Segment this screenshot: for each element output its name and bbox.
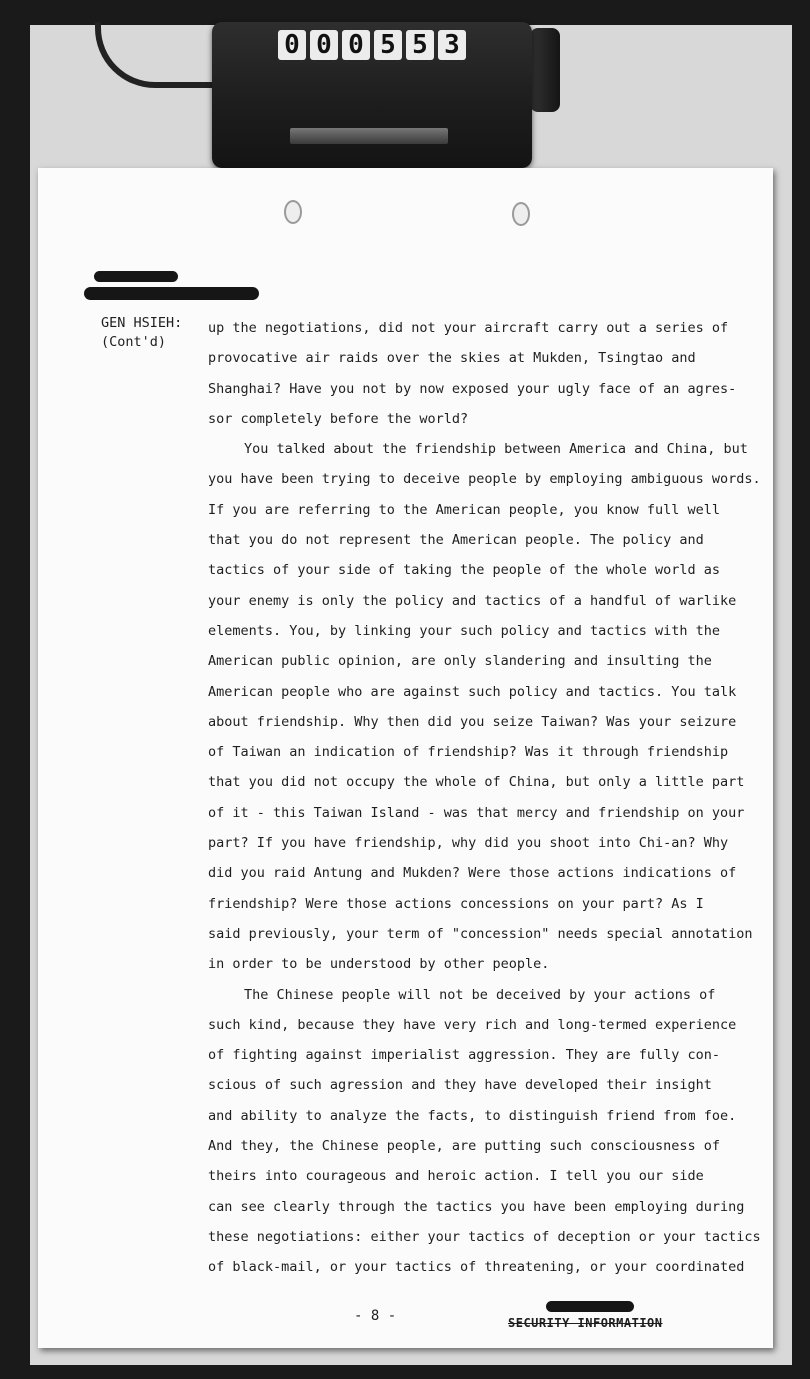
text-line: such kind, because they have very rich and long-termed experience <box>208 1016 737 1033</box>
classification-footer: SECURITY INFORMATION <box>508 1316 663 1330</box>
text-line: about friendship. Why then did you seize Taiwan? Was your seizure <box>208 713 737 730</box>
text-line: did you raid Antung and Mukden? Were those actions indications of <box>208 865 737 882</box>
redaction-mark <box>94 271 178 282</box>
document-page <box>38 168 773 1348</box>
text-line: Shanghai? Have you not by now exposed your ugly face of an agres- <box>208 380 737 397</box>
text-line: American public opinion, are only slandering and insulting the <box>208 653 712 670</box>
text-line: that you did not occupy the whole of China, but only a little part <box>208 774 745 791</box>
counter-digit: 0 <box>278 30 306 60</box>
text-line: elements. You, by linking your such policy and tactics with the <box>208 622 721 639</box>
text-line: provocative air raids over the skies at Mukden, Tsingtao and <box>208 350 696 367</box>
text-line: American people who are against such policy and tactics. You talk <box>208 683 737 700</box>
counter-digit: 5 <box>406 30 434 60</box>
text-line: that you do not represent the American people. The policy and <box>208 532 704 549</box>
counter-digit: 5 <box>374 30 402 60</box>
redaction-mark <box>546 1301 634 1312</box>
redaction-mark <box>84 287 259 300</box>
text-line: If you are referring to the American people, you know full well <box>208 501 721 518</box>
text-line: of fighting against imperialist aggression. They are fully con- <box>208 1047 721 1064</box>
text-line: friendship? Were those actions concessions on your part? As I <box>208 895 704 912</box>
counter-digit: 3 <box>438 30 466 60</box>
frame-counter-digits <box>278 30 466 60</box>
text-line: of black-mail, or your tactics of threatening, or your coordinated <box>208 1259 745 1276</box>
text-line: scious of such agression and they have developed their insight <box>208 1077 712 1094</box>
counter-knob <box>530 28 560 112</box>
punch-hole <box>512 202 530 226</box>
text-line: these negotiations: either your tactics of deception or your tactics <box>208 1228 761 1245</box>
counter-digit: 0 <box>342 30 370 60</box>
text-line: up the negotiations, did not your aircraft carry out a series of <box>208 320 729 336</box>
text-line: sor completely before the world? <box>208 410 469 427</box>
text-line: The Chinese people will not be deceived by your actions of <box>244 986 716 1003</box>
paragraph-3 <box>208 980 761 1283</box>
counter-digit: 0 <box>310 30 338 60</box>
page-number: - 8 - <box>354 1308 397 1324</box>
speaker-label: GEN HSIEH: (Cont'd) <box>101 315 183 350</box>
paragraph-1 <box>208 313 753 434</box>
counter-label-plate <box>290 128 448 144</box>
text-line: And they, the Chinese people, are putting such consciousness of <box>208 1138 721 1155</box>
punch-hole <box>284 200 302 224</box>
text-line: You talked about the friendship between America and China, but <box>244 441 748 458</box>
text-line: and ability to analyze the facts, to distinguish friend from foe. <box>208 1107 737 1124</box>
text-line: you have been trying to deceive people by employing ambiguous words. <box>208 471 761 488</box>
text-line: of it - this Taiwan Island - was that mercy and friendship on your <box>208 804 745 821</box>
document-body <box>208 313 761 1283</box>
text-line: tactics of your side of taking the people of the whole world as <box>208 562 721 579</box>
text-line: said previously, your term of "concession" needs special annotation <box>208 925 753 942</box>
text-line: can see clearly through the tactics you have been employing during <box>208 1198 745 1215</box>
text-line: part? If you have friendship, why did you shoot into Chi-an? Why <box>208 835 729 852</box>
text-line: theirs into courageous and heroic action. I tell you our side <box>208 1168 704 1185</box>
text-line: of Taiwan an indication of friendship? Was it through friendship <box>208 744 729 761</box>
text-line: your enemy is only the policy and tactics of a handful of warlike <box>208 592 737 609</box>
paragraph-2 <box>208 434 761 979</box>
text-line: in order to be understood by other people. <box>208 956 550 973</box>
